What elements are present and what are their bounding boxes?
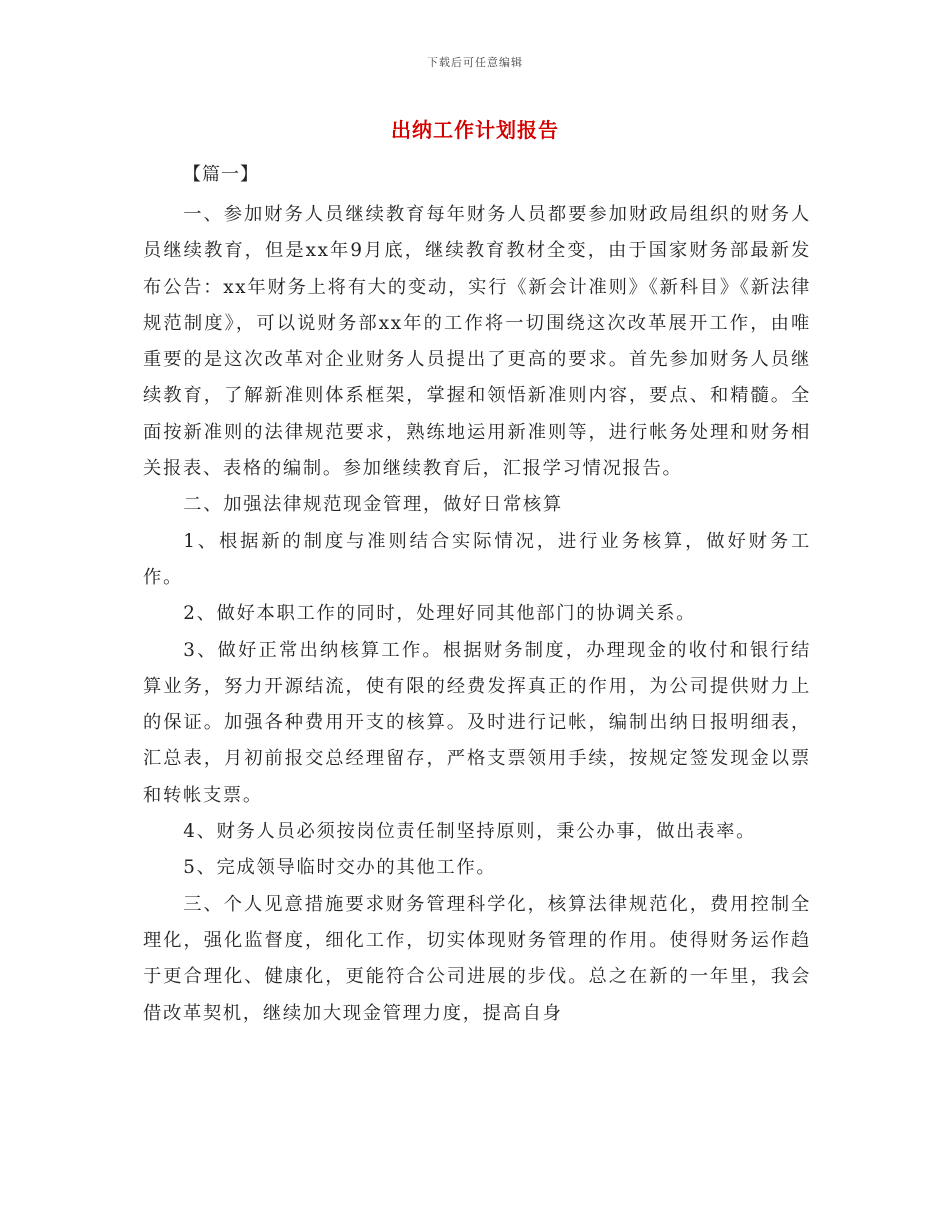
paragraph: 4、财务人员必须按岗位责任制坚持原则，秉公办事，做出表率。 xyxy=(183,821,757,843)
paragraph: 三、个人见意措施要求财务管理科学化，核算法律规范化，费用控制全理化，强化监督度，细化工作，切实体现财务管理的作用。使得财务运作趋于更合理化、健康化，更能符合公司进展的步伐。总之在新的一年里，我会借改革契机，继续加大现金管理力度，提高自身 xyxy=(143,893,811,1024)
paragraph: 一、参加财务人员继续教育每年财务人员都要参加财政局组织的财务人员继续教育，但是xx年9月底，继续教育教材全变，由于国家财务部最新发布公告：xx年财务上将有大的变动，实行《新会计准则》《新科目》《新法律规范制度》，可以说财务部xx年的工作将一切围绕这次改革展开工作，由唯重要的是这次改革对企业财务人员提出了更高的要求。首先参加财务人员继续教育，了解新准则体系框架，掌握和领悟新准则内容，要点、和精髓。全面按新准则的法律规范要求，熟练地运用新准则等，进行帐务处理和财务相关报表、表格的编制。参加继续教育后，汇报学习情况报告。 xyxy=(143,204,811,480)
section-label: 【篇一】 xyxy=(183,164,259,185)
paragraph: 1、根据新的制度与准则结合实际情况，进行业务核算，做好财务工作。 xyxy=(143,530,811,588)
paragraph: 5、完成领导临时交办的其他工作。 xyxy=(183,857,497,879)
paragraph: 二、加强法律规范现金管理，做好日常核算 xyxy=(183,494,563,516)
header-note: 下载后可任意编辑 xyxy=(427,56,523,69)
document-body xyxy=(143,197,811,1032)
paragraph: 2、做好本职工作的同时，处理好同其他部门的协调关系。 xyxy=(183,603,697,625)
paragraph: 3、做好正常出纳核算工作。根据财务制度，办理现金的收付和银行结算业务，努力开源结流，使有限的经费发挥真正的作用，为公司提供财力上的保证。加强各种费用开支的核算。及时进行记帐，编制出纳日报明细表，汇总表，月初前报交总经理留存，严格支票领用手续，按规定签发现金以票和转帐支票。 xyxy=(143,639,811,806)
document-title: 出纳工作计划报告 xyxy=(391,118,559,142)
